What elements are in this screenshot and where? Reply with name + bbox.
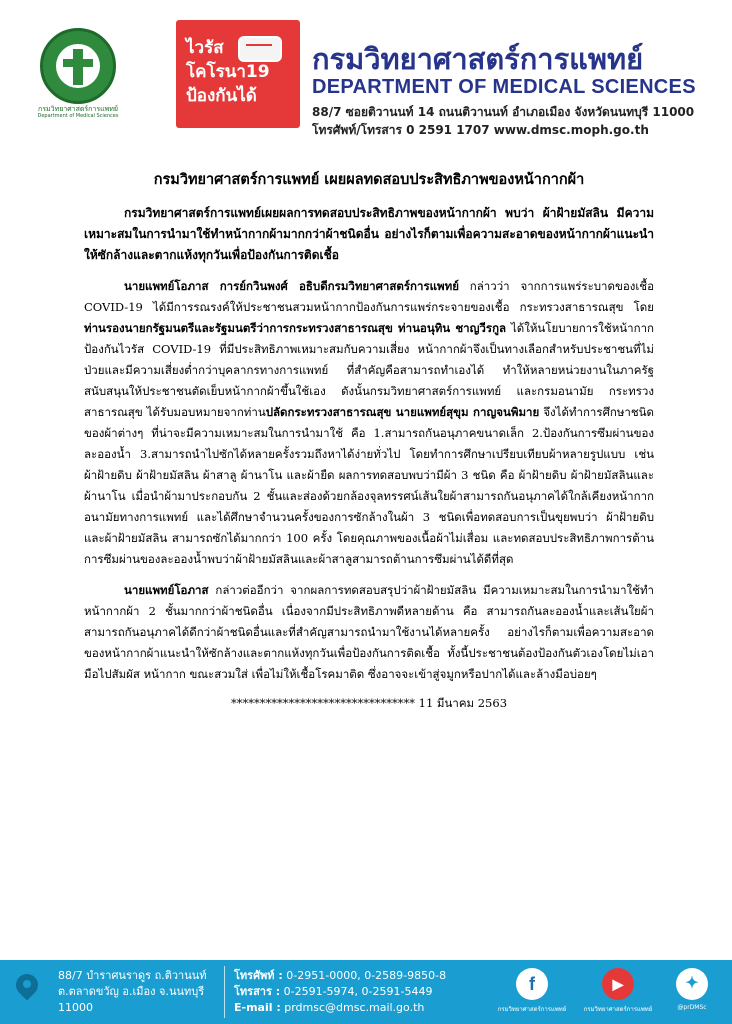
badge-line-2: โคโรนา19 <box>186 62 270 82</box>
fax-label: โทรสาร : <box>234 985 281 998</box>
footer-address-line: 88/7 บำราศนราดูร ถ.ติวานนท์ <box>58 969 207 982</box>
location-pin-dot <box>23 980 31 988</box>
face-mask-icon <box>238 36 282 62</box>
footer-fax <box>234 984 446 1000</box>
twitter-caption: @prDMSc <box>677 1004 707 1011</box>
youtube-icon[interactable]: ▶ <box>602 968 634 1000</box>
footer-phone <box>234 968 446 984</box>
seal-caption-th: กรมวิทยาศาสตร์การแพทย์ <box>38 105 118 113</box>
ministry-seal-icon <box>40 28 116 104</box>
badge-line-1: ไวรัส <box>186 38 224 58</box>
department-name-en: DEPARTMENT OF MEDICAL SCIENCES <box>312 76 696 98</box>
department-address: 88/7 ซอยติวานนท์ 14 ถนนติวานนท์ อำเภอเมือง จังหวัดนนทบุรี 11000 <box>312 105 695 119</box>
body-text: กล่าวว่า จากการแพร่ระบาดของเชื้อ COVID-19 ได้มีการรณรงค์ให้ประชาชนสวมหน้ากากป้องกันการแพร่กระจายของเชื้อ กระทรวงสาธารณสุข โดย <box>84 279 655 314</box>
facebook-caption: กรมวิทยาศาสตร์การแพทย์ <box>497 1006 567 1013</box>
letterhead <box>0 0 732 150</box>
body-paragraph-2 <box>84 580 654 685</box>
footer-address <box>58 968 218 1016</box>
body-text: กล่าวต่ออีกว่า จากผลการทดสอบสรุปว่าผ้าฝ้ายมัสลิน มีความเหมาะสมในการนำมาใช้ทำหน้ากากผ้า 2 ชั้นมากกว่าผ้าชนิดอื่น เนื่องจากมีประสิทธิภาพดีหลายด้าน คือ สามารถกันละอองน้ำและเส้นใยผ้าสามารถกันอนุภาคได้ดีกว่าผ้าชนิดอื่นและที่สำคัญสามารถนำมาใช้งานได้หลายครั้ง อย่างไรก็ตามเพื่อความสะอาดของหน้ากากผ้าแนะนำให้ซักล้างและตากแห้งทุกวันเพื่อป้องกันการติดเชื้อ ทั้งนี้ประชาชนต้องป้องกันตัวเองโดยไม่เอามือไปสัมผัส หน้ากาก ขณะสวมใส่ เพื่อไม่ให้เชื้อโรคมาติด ซึ่งอาจจะเข้าสู่จมูกหรือปากได้และล้างมือบ่อยๆ <box>84 583 654 681</box>
permanent-secretary-name: ปลัดกระทรวงสาธารณสุข นายแพทย์สุขุม กาญจนพิมาย <box>265 405 540 419</box>
footer-address-line: 11000 <box>58 1001 93 1014</box>
release-date: ******************************** 11 มีนาคม 2563 <box>230 696 508 710</box>
fax-value: 0-2591-5974, 0-2591-5449 <box>280 985 433 998</box>
lead-paragraph: กรมวิทยาศาสตร์การแพทย์เผยผลการทดสอบประสิทธิภาพของหน้ากากผ้า พบว่า ผ้าฝ้ายมัสลิน มีความเหมาะสมในการนำมาใช้ทำหน้ากากผ้ามากกว่าผ้าชนิดอื่น อย่างไรก็ตามเพื่อความสะอาดของหน้ากากผ้าแนะนำให้ซักล้างและตากแห้งทุกวันเพื่อป้องกันการติดเชื้อ <box>84 206 654 262</box>
body-paragraph-1 <box>84 276 654 570</box>
twitter-icon[interactable]: ✦ <box>676 968 708 1000</box>
badge-line-3: ป้องกันได้ <box>186 86 257 106</box>
footer-bar <box>0 960 732 1024</box>
footer-contacts <box>234 968 446 1016</box>
department-name-th: กรมวิทยาศาสตร์การแพทย์ <box>312 42 644 76</box>
phone-value: 0-2951-0000, 0-2589-9850-8 <box>282 969 447 982</box>
covid-campaign-badge <box>176 20 300 128</box>
seal-caption-en: Department of Medical Sciences <box>37 113 119 119</box>
phone-label: โทรศัพท์ : <box>234 969 283 982</box>
deputy-pm-name: ท่านรองนายกรัฐมนตรีและรัฐมนตรีว่าการกระทรวงสาธารณสุข ท่านอนุทิน ชาญวีรกูล <box>84 321 507 335</box>
facebook-icon[interactable]: f <box>516 968 548 1000</box>
speaker-name: นายแพทย์โอภาส การย์กวินพงศ์ อธิบดีกรมวิทยาศาสตร์การแพทย์ <box>124 279 459 293</box>
press-release-body <box>84 168 654 713</box>
department-contact: โทรศัพท์/โทรสาร 0 2591 1707 www.dmsc.moph.go.th <box>312 123 649 137</box>
body-text: ได้ให้นโยบายการใช้หน้ากากป้องกันไวรัส COVID-19 ที่มีประสิทธิภาพเหมาะสมกับความเสี่ยง หน้ากากผ้าจึงเป็นทางเลือกสำหรับประชาชนที่ไม่ป่วยและมีความเสี่ยงต่ำกว่าบุคลากรทางการแพทย์ ที่สำคัญคือสามารถทำเองได้ ทำให้หลายหน่วยงานในภาครัฐสนับสนุนให้ประชาชนตัดเย็บหน้ากากผ้าขึ้นใช้เอง ดังนั้นกรมวิทยาศาสตร์การแพทย์ และกรมอนามัย กระทรวงสาธารณสุข ได้รับมอบหมายจากท่าน <box>84 321 654 419</box>
footer-address-line: ต.ตลาดขวัญ อ.เมือง จ.นนทบุรี <box>58 985 205 998</box>
email-label: E-mail : <box>234 1001 281 1014</box>
footer-email <box>234 1000 446 1016</box>
email-link[interactable]: prdmsc@dmsc.mail.go.th <box>280 1001 425 1014</box>
speaker-name: นายแพทย์โอภาส <box>124 583 209 597</box>
youtube-caption: กรมวิทยาศาสตร์การแพทย์ <box>583 1006 653 1013</box>
body-text: จึงได้ทำการศึกษาชนิดของผ้าต่างๆ ที่น่าจะมีความเหมาะสมในการนำมาใช้ คือ 1.สามารถกันอนุภาคขนาดเล็ก 2.ป้องกันการซึมผ่านของละอองน้ำ 3.สามารถนำไปซักได้หลายครั้งรวมถึงหาได้ง่ายทั่วไป โดยทำการศึกษาเปรียบเทียบผ้าหลายรูปแบบ เช่น ผ้าฝ้ายดิบ ผ้าฝ้ายมัสลิน ผ้าสาลู ผ้านาโน และผ้ายืด ผลการทดสอบพบว่ามีผ้า 3 ชนิด คือ ผ้าฝ้ายดิบ ผ้าฝ้ายมัสลินและผ้านาโน เมื่อนำผ้ามาประกอบกัน 2 ชั้นและส่องด้วยกล้องจุลทรรศน์เส้นใยผ้าสามารถกันอนุภาคได้ใกล้เคียงหน้ากากอนามัยทางการแพทย์ และได้ศึกษาจำนวนครั้งของการซักล้างในผ้า 3 ชนิดเพื่อทดสอบการเป็นขุยพบว่า ผ้าฝ้ายดิบและผ้าฝ้ายมัสลิน สามารถซักได้มากกว่า 100 ครั้ง โดยคุณภาพของเนื้อผ้าไม่เสื่อม และทดสอบประสิทธิภาพการต้านการซึมผ่านของละอองน้ำพบว่าผ้าฝ้ายมัสลินและผ้าสาลูสามารถต้านการซึมผ่านได้ดีที่สุด <box>84 405 654 566</box>
page-title: กรมวิทยาศาสตร์การแพทย์ เผยผลทดสอบประสิทธิภาพของหน้ากากผ้า <box>153 172 585 188</box>
footer-divider <box>224 966 225 1018</box>
